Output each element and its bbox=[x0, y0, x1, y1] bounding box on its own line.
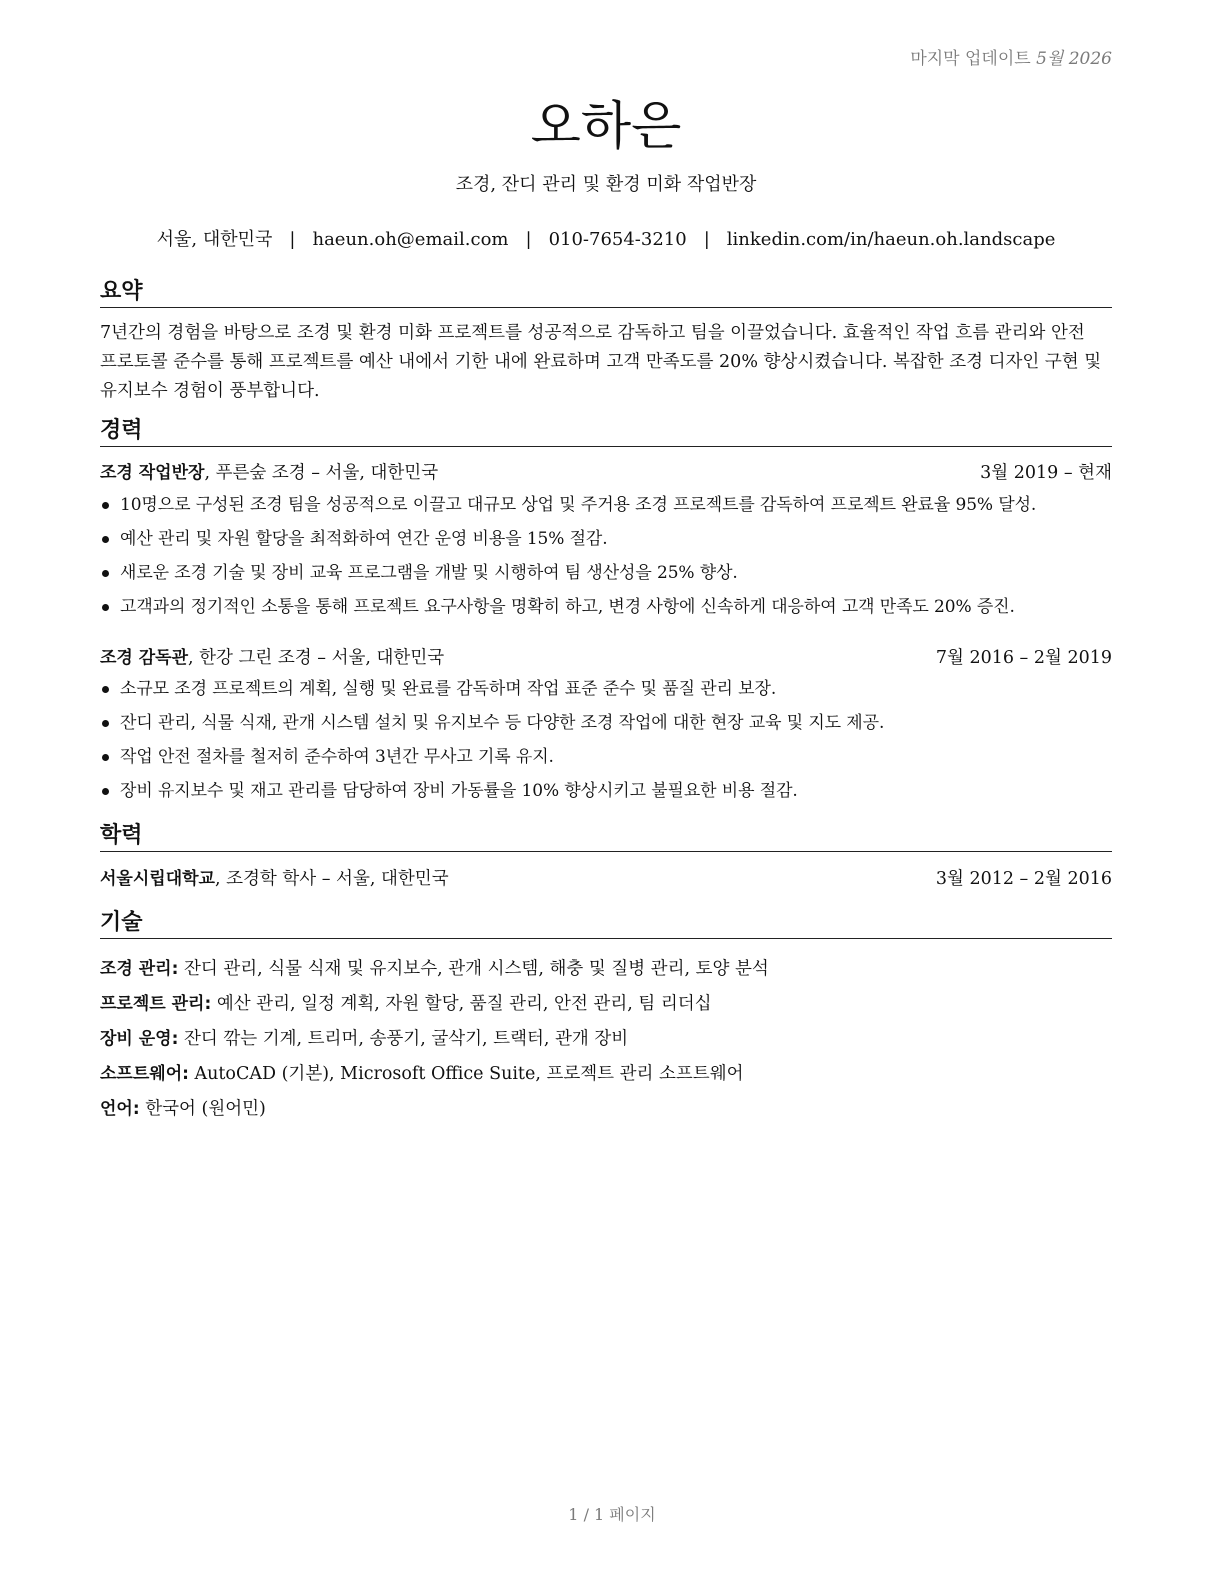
skill-label: 소프트웨어: bbox=[100, 1064, 189, 1084]
job-company: , 한강 그린 조경 – 서울, 대한민국 bbox=[188, 648, 445, 668]
list-item bbox=[100, 672, 1130, 706]
education-dates: 3월 2012 – 2월 2016 bbox=[935, 869, 1112, 889]
contact-location: 서울, 대한민국 bbox=[156, 229, 273, 250]
bullet-icon bbox=[102, 754, 109, 761]
education-heading: 학력 bbox=[100, 822, 1112, 852]
job-company: , 푸른숲 조경 – 서울, 대한민국 bbox=[204, 463, 439, 483]
skill-row bbox=[100, 952, 1112, 987]
bullet-text: 소규모 조경 프로젝트의 계획, 실행 및 완료를 감독하며 작업 표준 준수 및 품질 관리 보장. bbox=[120, 679, 777, 699]
list-item bbox=[100, 706, 1130, 740]
contact-email[interactable]: haeun.oh@email.com bbox=[312, 229, 509, 250]
bullet-icon bbox=[102, 570, 109, 577]
list-item bbox=[100, 740, 1130, 774]
skill-value: 한국어 (원어민) bbox=[139, 1099, 266, 1119]
skill-label: 조경 관리: bbox=[100, 959, 179, 979]
contact-phone[interactable]: 010-7654-3210 bbox=[548, 229, 687, 250]
list-item bbox=[100, 556, 1130, 590]
education-school: 서울시립대학교 bbox=[100, 869, 215, 889]
bullet-icon bbox=[102, 536, 109, 543]
contact-line bbox=[100, 225, 1112, 251]
experience-heading: 경력 bbox=[100, 417, 1112, 447]
job-title: 조경 감독관 bbox=[100, 648, 189, 668]
bullet-text: 10명으로 구성된 조경 팀을 성공적으로 이끌고 대규모 상업 및 주거용 조경 프로젝트를 감독하여 프로젝트 완료율 95% 달성. bbox=[120, 495, 1037, 515]
contact-separator: | bbox=[703, 229, 710, 250]
job-dates: 3월 2019 – 현재 bbox=[980, 463, 1112, 483]
page-number: 1 / 1 페이지 bbox=[568, 1505, 656, 1524]
list-item bbox=[100, 522, 1130, 556]
last-updated bbox=[910, 44, 1112, 69]
contact-separator: | bbox=[289, 229, 296, 250]
list-item bbox=[100, 590, 1130, 624]
bullet-icon bbox=[102, 502, 109, 509]
bullet-text: 작업 안전 절차를 철저히 준수하여 3년간 무사고 기록 유지. bbox=[120, 747, 554, 767]
education-entry bbox=[100, 866, 1112, 892]
summary-text: 7년간의 경험을 바탕으로 조경 및 환경 미화 프로젝트를 성공적으로 감독하고 팀을 이끌었습니다. 효율적인 작업 흐름 관리와 안전 프로토콜 준수를 통해 프로젝트를 예산 내에서 기한 내에 완료하며 고객 만족도를 20% 향상시켰습니다. 복잡한 조경 디자인 구현 및 유지보수 경험이 풍부합니다. bbox=[100, 323, 1102, 401]
job-header bbox=[100, 460, 1112, 486]
bullet-text: 새로운 조경 기술 및 장비 교육 프로그램을 개발 및 시행하여 팀 생산성을 25% 향상. bbox=[120, 563, 738, 583]
job-bullets bbox=[100, 672, 1130, 808]
skill-row bbox=[100, 1022, 1112, 1057]
skills-heading: 기술 bbox=[100, 909, 1112, 939]
last-updated-month: 5월 bbox=[1036, 49, 1064, 69]
skill-label: 언어: bbox=[100, 1099, 140, 1119]
bullet-icon bbox=[102, 604, 109, 611]
job-bullets bbox=[100, 488, 1130, 624]
skills-list bbox=[100, 952, 1112, 1127]
skill-row bbox=[100, 1057, 1112, 1092]
skill-value: 잔디 깎는 기계, 트리머, 송풍기, 굴삭기, 트랙터, 관개 장비 bbox=[178, 1029, 629, 1049]
skill-row bbox=[100, 987, 1112, 1022]
skill-value: AutoCAD (기본), Microsoft Office Suite, 프로젝트 관리 소프트웨어 bbox=[188, 1064, 744, 1084]
bullet-text: 장비 유지보수 및 재고 관리를 담당하여 장비 가동률을 10% 향상시키고 불필요한 비용 절감. bbox=[120, 781, 798, 801]
education-detail: , 조경학 학사 – 서울, 대한민국 bbox=[214, 869, 449, 889]
job-header bbox=[100, 645, 1112, 671]
bullet-icon bbox=[102, 720, 109, 727]
contact-linkedin[interactable]: linkedin.com/in/haeun.oh.landscape bbox=[726, 229, 1056, 250]
last-updated-prefix: 마지막 업데이트 bbox=[910, 49, 1031, 69]
list-item bbox=[100, 488, 1130, 522]
bullet-icon bbox=[102, 788, 109, 795]
last-updated-year: 2026 bbox=[1068, 49, 1112, 69]
list-item bbox=[100, 774, 1130, 808]
skill-row bbox=[100, 1092, 1112, 1127]
candidate-name: 오하은 bbox=[530, 97, 682, 157]
skill-label: 장비 운영: bbox=[100, 1029, 179, 1049]
bullet-text: 예산 관리 및 자원 할당을 최적화하여 연간 운영 비용을 15% 절감. bbox=[120, 529, 608, 549]
bullet-icon bbox=[102, 686, 109, 693]
bullet-text: 잔디 관리, 식물 식재, 관개 시스템 설치 및 유지보수 등 다양한 조경 작업에 대한 현장 교육 및 지도 제공. bbox=[120, 713, 885, 733]
skill-value: 잔디 관리, 식물 식재 및 유지보수, 관개 시스템, 해충 및 질병 관리, 토양 분석 bbox=[178, 959, 769, 979]
skill-value: 예산 관리, 일정 계획, 자원 할당, 품질 관리, 안전 관리, 팀 리더십 bbox=[211, 994, 712, 1014]
contact-separator: | bbox=[525, 229, 532, 250]
job-title: 조경 작업반장 bbox=[100, 463, 205, 483]
job-dates: 7월 2016 – 2월 2019 bbox=[935, 648, 1112, 668]
summary-heading: 요약 bbox=[100, 278, 1112, 308]
skill-label: 프로젝트 관리: bbox=[100, 994, 212, 1014]
candidate-headline: 조경, 잔디 관리 및 환경 미화 작업반장 bbox=[455, 174, 757, 195]
bullet-text: 고객과의 정기적인 소통을 통해 프로젝트 요구사항을 명확히 하고, 변경 사항에 신속하게 대응하여 고객 만족도 20% 증진. bbox=[120, 597, 1015, 617]
